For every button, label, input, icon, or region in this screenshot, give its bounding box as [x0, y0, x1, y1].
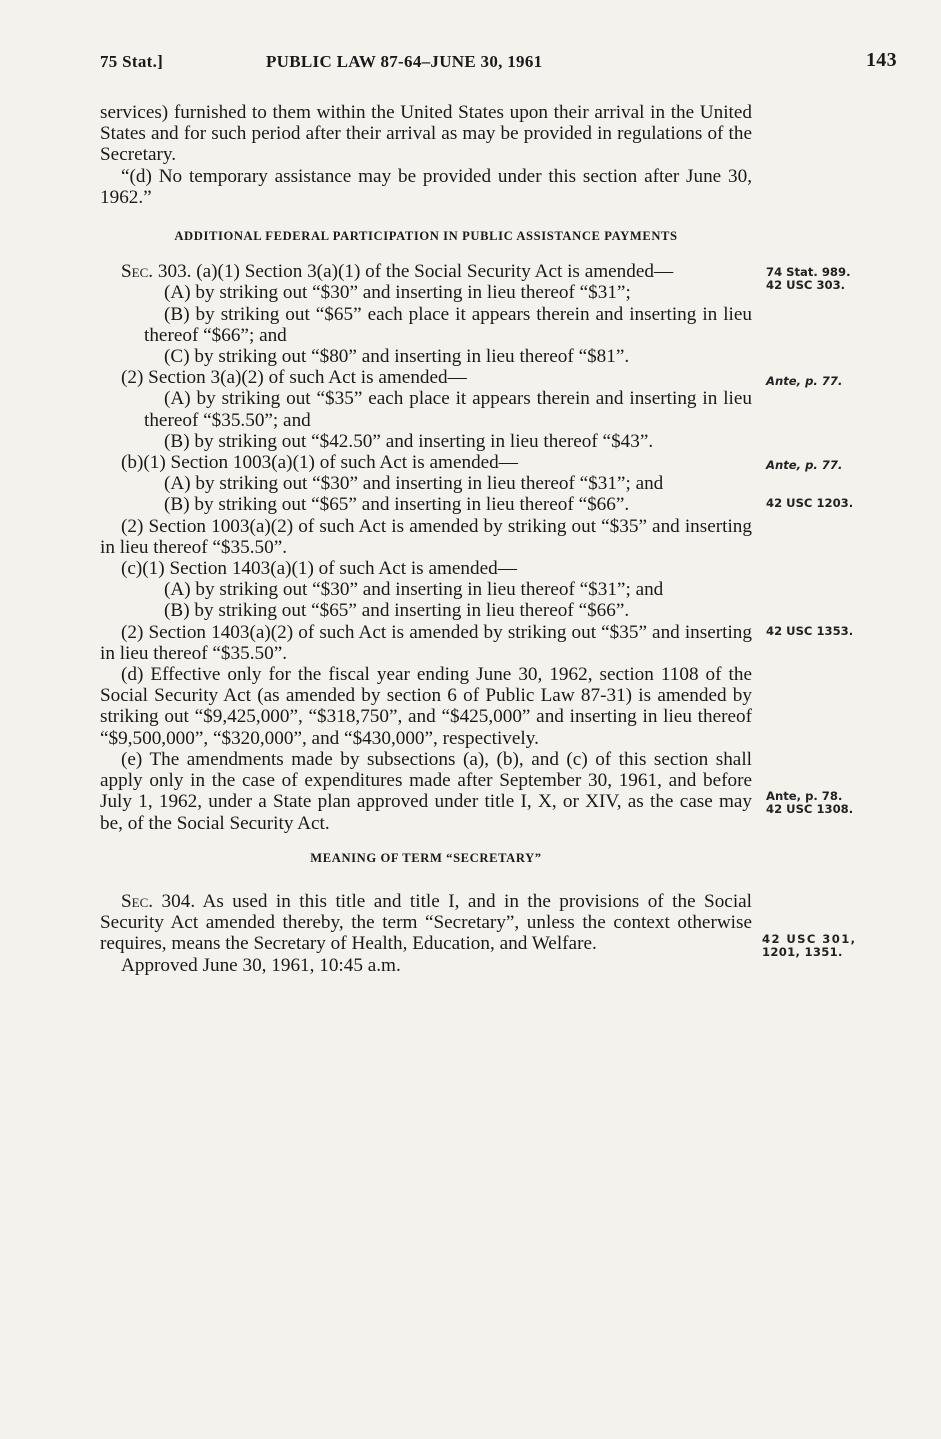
sec-303-text: (a)(1) Section 3(a)(1) of the Social Security Act is amended—	[191, 261, 674, 283]
margin-note-ante-78	[766, 790, 853, 816]
clause-a2B: (B) by striking out “$42.50” and inserting in lieu thereof “$43”.	[164, 430, 654, 452]
sec-303-label: Sec. 303.	[121, 261, 192, 283]
clause-c2: (2) Section 1403(a)(2) of such Act is amended by striking out “$35” and inserting in lieu thereof “$35.50”.	[100, 621, 752, 664]
header-title: PUBLIC LAW 87-64–JUNE 30, 1961	[266, 52, 543, 71]
margin-note-ante-77a	[766, 375, 842, 388]
clause-c1: (c)(1) Section 1403(a)(1) of such Act is amended—	[121, 558, 517, 580]
sec-304-text: As used in this title and title I, and in the provisions of the Social Security Act amended thereby, the term “Secretary”, unless the context otherwise requires, means the Secretary of Health, Education, and Welfare.	[100, 890, 752, 955]
margin-note-301	[762, 933, 856, 959]
paragraph-d-temporary: “(d) No temporary assistance may be provided under this section after June 30, 1962.”	[100, 165, 752, 208]
clause-e: (e) The amendments made by subsections (a), (b), and (c) of this section shall apply only in the case of expenditures made after September 30, 1961, and before July 1, 1962, under a State plan approved under title I, X, or XIV, as the case may be, of the Social Security Act.	[100, 748, 752, 834]
clause-b1B: (B) by striking out “$65” and inserting in lieu thereof “$66”.	[164, 494, 630, 516]
clause-a2: (2) Section 3(a)(2) of such Act is amended—	[121, 367, 467, 389]
margin-note-line: 42 USC 301,	[762, 932, 857, 946]
margin-note-line: 42 USC 1203.	[766, 496, 854, 510]
margin-note-line: Ante, p. 77.	[766, 374, 843, 388]
margin-note-74-stat	[766, 266, 850, 292]
clause-c1B: (B) by striking out “$65” and inserting in lieu thereof “$66”.	[164, 600, 630, 622]
clause-b2: (2) Section 1003(a)(2) of such Act is amended by striking out “$35” and inserting in lieu thereof “$35.50”.	[100, 515, 752, 558]
margin-note-line: 74 Stat. 989.	[766, 265, 851, 279]
margin-note-1203	[766, 497, 853, 510]
paragraph-continuation: services) furnished to them within the United States upon their arrival in the United States and for such period after their arrival as may be provided in regulations of the Secretary.	[100, 102, 752, 166]
margin-note-line: 42 USC 303.	[766, 278, 846, 292]
sec-304-label: Sec. 304.	[121, 890, 196, 912]
header-volume: 75 Stat.]	[100, 52, 164, 71]
clause-a2A: (A) by striking out “$35” each place it appears therein and inserting in lieu thereof “$35.50”; and	[144, 388, 752, 431]
approval-line: Approved June 30, 1961, 10:45 a.m.	[121, 954, 401, 976]
clause-a1A: (A) by striking out “$30” and inserting in lieu thereof “$31”;	[164, 282, 631, 304]
page-number: 143	[866, 49, 897, 71]
margin-note-line: 1201, 1351.	[762, 945, 843, 959]
margin-note-line: Ante, p. 78.	[766, 789, 843, 803]
clause-b1: (b)(1) Section 1003(a)(1) of such Act is amended—	[121, 452, 518, 474]
body-text	[100, 102, 752, 976]
margin-note-1353	[766, 625, 853, 638]
section-heading-additional: ADDITIONAL FEDERAL PARTICIPATION IN PUBLIC ASSISTANCE PAYMENTS	[174, 229, 678, 244]
clause-b1A: (A) by striking out “$30” and inserting in lieu thereof “$31”; and	[164, 473, 664, 495]
margin-note-line: 42 USC 1308.	[766, 802, 854, 816]
clause-c1A: (A) by striking out “$30” and inserting in lieu thereof “$31”; and	[164, 579, 664, 601]
section-heading-secretary: MEANING OF TERM “SECRETARY”	[310, 850, 542, 865]
clause-a1B: (B) by striking out “$65” each place it appears therein and inserting in lieu thereof “$66”; and	[144, 303, 752, 346]
margin-note-line: Ante, p. 77.	[766, 458, 843, 472]
sec-304	[100, 891, 752, 955]
clause-d: (d) Effective only for the fiscal year ending June 30, 1962, section 1108 of the Social Security Act (as amended by section 6 of Public Law 87-31) is amended by striking out “$9,425,000”, “$318,750”, and “$425,000” and inserting in lieu thereof “$9,500,000”, “$320,000”, and “$430,000”, respectively.	[100, 664, 752, 749]
sec-303-intro	[100, 261, 752, 282]
clause-a1C: (C) by striking out “$80” and inserting in lieu thereof “$81”.	[164, 346, 630, 368]
margin-note-line: 42 USC 1353.	[766, 624, 854, 638]
margin-note-ante-77b	[766, 459, 842, 472]
